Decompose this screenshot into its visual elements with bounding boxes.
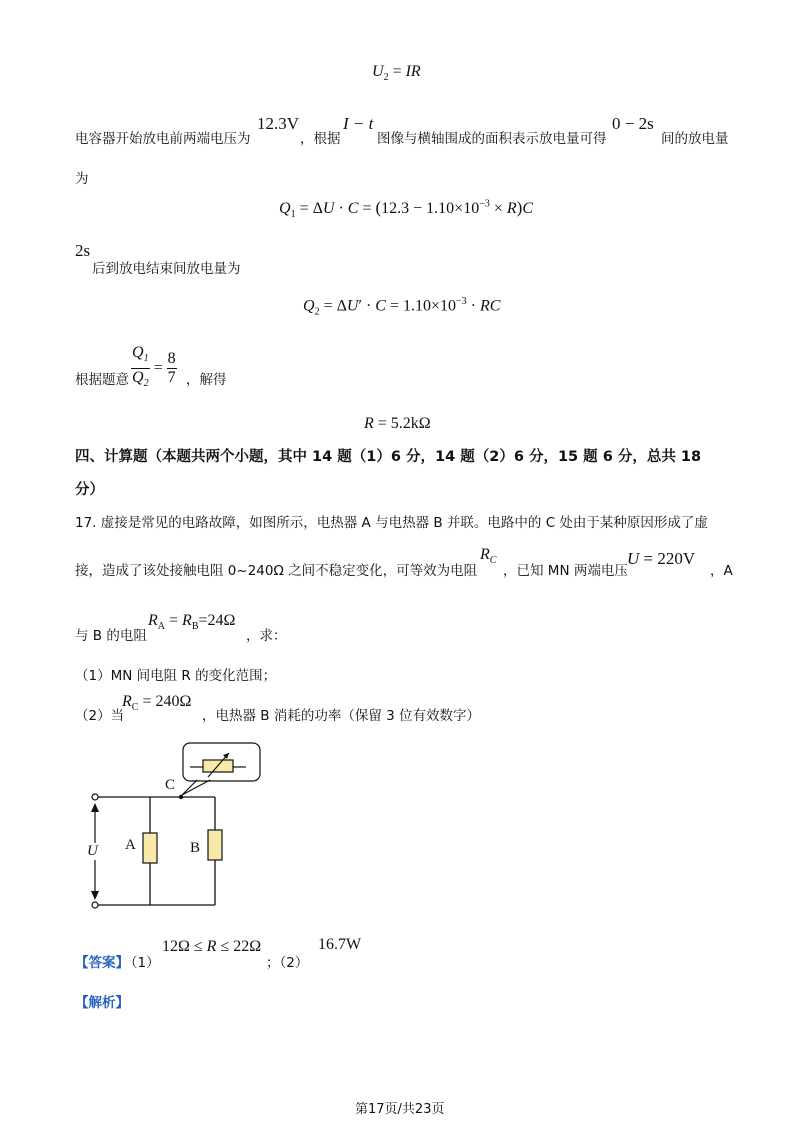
equation-q1: $Q_1 = \Delta U \cdot C = (12.3 - 1.10\times 10^{-3} \times R)C$	[279, 198, 533, 221]
page-footer: 第17页/共23页	[355, 1102, 445, 1117]
value-rc: $R_C = 240\Omega$	[122, 693, 192, 714]
answer-2-value: 16.7W	[318, 936, 362, 953]
answer-1-value: 12Ω ≤ R ≤ 22Ω	[162, 938, 262, 955]
question-17-line-1: 17. 虚接是常见的电路故障，如图所示，电热器 A 与电热器 B 并联。电路中的 C 处由于某种原因形成了虚	[75, 515, 708, 531]
voltage-arrow-down-head	[91, 891, 99, 900]
text: ，已知 MN 两端电压	[503, 563, 628, 579]
text: ，电热器 B 消耗的功率（保留 3 位有效数字）	[202, 708, 481, 724]
value-time: 2s	[75, 241, 91, 260]
equation-u2: $U_2$ = IR	[372, 63, 421, 84]
analysis-tag: 【解析】	[75, 995, 129, 1011]
question-17-line-3: 与 B 的电阻	[75, 628, 147, 644]
text: ，求：	[246, 628, 287, 644]
text-line-4: 根据题意	[75, 372, 129, 388]
sub-question-1: （1）MN 间电阻 R 的变化范围；	[75, 668, 277, 684]
equation-ratio: $\frac{Q_1}{Q_2}$ = $\frac{8}{7}$	[132, 344, 176, 390]
terminal-bottom	[92, 902, 98, 908]
numerator: 8	[167, 350, 176, 368]
text: （1）	[124, 955, 160, 971]
text: ；（2）	[266, 955, 309, 971]
question-17-line-2: 接，造成了该处接触电阻 0~240Ω 之间不稳定变化，可等效为电阻	[75, 563, 478, 579]
text: ，解得	[186, 372, 227, 388]
symbol-rc: $R_C$	[480, 546, 497, 567]
label-u: U	[87, 843, 98, 859]
section-heading-cont: 分）	[75, 482, 104, 498]
label-c: C	[165, 777, 176, 793]
equation-r: R = 5.2kΩ	[364, 415, 431, 432]
resistor-b	[208, 830, 222, 860]
text: 间的放电量	[661, 131, 729, 147]
terminal-top	[92, 794, 98, 800]
resistor-a	[143, 833, 157, 863]
junction-c	[179, 795, 183, 799]
text: 图像与横轴围成的面积表示放电量可得	[377, 131, 607, 147]
label-a: A	[125, 837, 136, 853]
section-heading: 四、计算题（本题共两个小题，其中 14 题（1）6 分，14 题（2）6 分，15 题 6 分，总共 18	[75, 449, 702, 465]
value-u: U = 220V	[627, 549, 696, 568]
value-i-t: I − t	[343, 114, 374, 133]
value-voltage: 12.3V	[257, 114, 300, 133]
sub-question-2: （2）当	[75, 708, 125, 724]
text-line-3: 后到放电结束间放电量为	[92, 261, 241, 277]
text: ，根据	[300, 131, 341, 147]
answer-tag: 【答案】	[75, 955, 129, 971]
text: ，A	[710, 563, 733, 579]
text-line-2: 为	[75, 171, 89, 187]
value-ra-rb: $R_A = R_B=24\Omega$	[148, 612, 236, 633]
callout-pointer-right	[182, 780, 210, 795]
equation-q2: $Q_2 = \Delta U' \cdot C = 1.10\times 10^{-3}$ · RC	[303, 296, 501, 318]
denominator: 7	[167, 369, 176, 387]
value-time-range: 0 − 2s	[612, 114, 654, 133]
voltage-arrow-up-head	[91, 803, 99, 812]
text: 电容器开始放电前两端电压为	[75, 131, 251, 147]
label-b: B	[190, 840, 201, 856]
